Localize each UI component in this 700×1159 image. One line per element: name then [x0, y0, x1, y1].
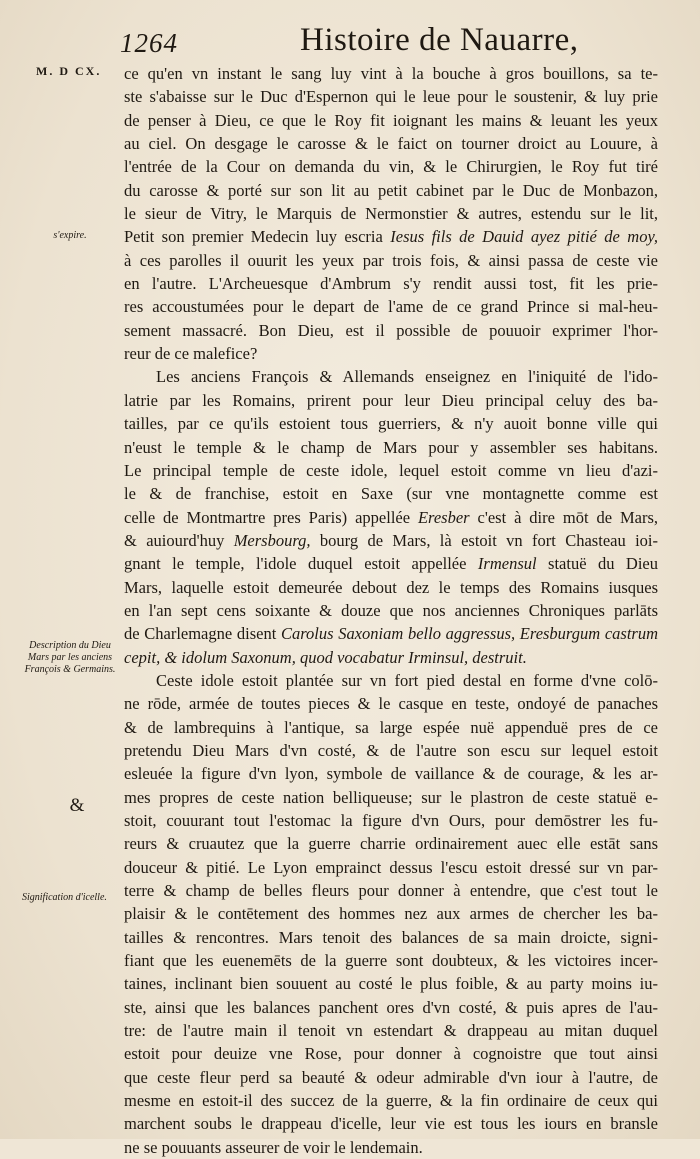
text-line-part: sement massacré. Bon Dieu, est il possible de pouuoir exprimer l'hor-: [124, 320, 658, 340]
text-line-italic: cepit, & idolum Saxonum, quod vocabatur Irminsul, destruit.: [124, 647, 527, 667]
text-line-part: du carosse & porté sur son lit au petit cabinet par le Duc de Monbazon,: [124, 180, 658, 200]
text-line: [124, 692, 658, 715]
text-line-part: res accoustumées pour le depart de l'ame de ce grand Prince si mal-heu-: [124, 297, 658, 317]
text-line-part: stoit, couurant tout l'estomac la figure d'vn Ours, pour demōstrer les fu-: [124, 811, 658, 830]
text-line-part: estoit pour deuize vne Rose, pour donner à cognoistre que tout ainsi: [124, 1044, 658, 1064]
text-line-part: Le principal temple de ceste idole, lequel estoit comme vn lieu d'azi-: [124, 460, 658, 480]
text-line: [124, 436, 658, 459]
text-line: [124, 646, 658, 669]
text-line: [124, 576, 658, 599]
text-line: [124, 786, 658, 809]
text-line: [124, 295, 658, 318]
margin-note-expire: s'expire.: [53, 230, 87, 241]
margin-note-ampersand: &: [69, 795, 85, 816]
text-line-part: tailles, par ce qu'ils estoient tous guerriers, & n'y auoit bonne ville qui: [124, 414, 658, 434]
text-line-part: mesme en estoit-il des succez de la guerre, & la fin ordinaire de ceux qui: [124, 1091, 658, 1111]
margin-date: M. D CX.: [36, 64, 102, 78]
text-line: [124, 856, 658, 879]
text-line: [124, 552, 658, 575]
text-line: [124, 132, 658, 155]
text-line: [124, 739, 658, 762]
text-line: [124, 179, 658, 202]
text-line: [124, 832, 658, 855]
text-line-part: Les anciens François & Allemands enseignez en l'iniquité de l'ido-: [156, 367, 658, 387]
text-line-part: le sieur de Vitry, le Marquis de Nermonstier & autres, estendu sur le lit,: [124, 204, 658, 224]
margin-note-signification: Signification d'icelle.: [22, 892, 107, 903]
text-line-part: reurs & cruautez que la guerre charrie ordinairement auec elle estāt sans: [124, 834, 658, 854]
text-line: [124, 365, 658, 388]
text-line-part: bourg de Mars, là estoit vn fort Chasteau ioi-: [310, 530, 658, 550]
text-line-part: de Charlemagne disent: [124, 624, 281, 644]
page-number: 1264: [120, 28, 178, 58]
text-line: [124, 342, 658, 365]
text-line-part: en l'autre. L'Archeuesque d'Ambrum s'y rendit aussi tost, fit les prie-: [124, 274, 658, 294]
text-line-part: marchent soubs le drappeau d'icelle, leur vie est tous les iours en bransle: [124, 1114, 658, 1134]
text-line: [124, 879, 658, 902]
text-line: [124, 202, 658, 225]
text-line-part: celle de Montmartre pres Paris) appellée: [124, 507, 418, 527]
margin-note-description: Description du Dieu Mars par les anciens François & Germains.: [24, 640, 116, 675]
text-line: [124, 762, 658, 785]
text-line-part: à ces parolles il ouurit les yeux par trois fois, & ainsi passa de ceste vie: [124, 250, 658, 270]
text-line: [124, 1112, 658, 1135]
text-line: [124, 669, 658, 692]
text-line: [124, 949, 658, 972]
text-line: [124, 622, 658, 645]
text-line-part: tailles & rencontres. Mars tenoit des balances de sa main droicte, signi-: [124, 927, 658, 947]
text-line-part: plaisir & le contētement des hommes nez aux armes de chercher les ba-: [124, 904, 658, 924]
text-line: [124, 599, 658, 622]
text-line: [124, 109, 658, 132]
text-line-part: au ciel. On desgage le carosse & le faict on tourner droict au Louure, à: [124, 134, 658, 154]
text-line: [124, 249, 658, 272]
text-line-part: n'eust le temple & le champ de Mars pour y assembler ses habitans.: [124, 437, 658, 457]
text-line: [124, 506, 658, 529]
text-line: [124, 155, 658, 178]
text-line: [124, 1019, 658, 1042]
text-line-part: ce qu'en vn instant le sang luy vint à la bouche à gros bouillons, sa te-: [124, 64, 658, 83]
text-line: [124, 716, 658, 739]
text-line-part: Petit son premier Medecin luy escria: [124, 227, 391, 247]
text-line-part: c'est à dire mōt de Mars,: [469, 507, 658, 527]
page-header: [120, 22, 668, 62]
text-line: [124, 389, 658, 412]
text-line-part: esleuée la figure d'vn lyon, symbole de vaillance & de courage, & les ar-: [124, 764, 658, 784]
main-text: [124, 62, 658, 1159]
text-line-part: reur de ce malefice?: [124, 344, 258, 364]
text-line-part: le & de franchise, estoit en Saxe (sur vne montagnette comme est: [124, 484, 658, 504]
text-line-part: douceur & pitié. Le Lyon emprainct dessus l'escu estoit dressé sur vn par-: [124, 857, 658, 877]
text-line-part: tre: de l'autre main il tenoit vn estendart & drappeau au mitan duquel: [124, 1021, 658, 1041]
text-line: [124, 972, 658, 995]
text-line: [124, 926, 658, 949]
text-line-italic: Irmensul: [477, 554, 537, 574]
text-line-part: ste s'abaisse sur le Duc d'Espernon qui le leue pour le soustenir, & luy prie: [124, 87, 658, 107]
running-title: Histoire de Nauarre,: [300, 22, 579, 58]
text-line-part: Mars, laquelle estoit demeurée debout dez le temps des Romains iusques: [124, 577, 658, 597]
text-line: [124, 459, 658, 482]
text-line-italic: Mersbourg,: [233, 530, 311, 550]
text-line-part: que ceste fleur perd sa beauté & odeur admirable d'vn iour à l'autre, de: [124, 1067, 658, 1087]
text-line: [124, 1042, 658, 1065]
text-line: [124, 529, 658, 552]
text-line: [124, 62, 658, 85]
text-line-part: gnant le temple, l'idole duquel estoit appellée: [124, 554, 478, 574]
text-line-part: Ceste idole estoit plantée sur vn fort pied destal en forme d'vne colō-: [156, 670, 658, 690]
text-line: [124, 319, 658, 342]
text-line-part: & de lambrequins à l'antique, sa large espée nuë appenduë pres de ce: [124, 717, 658, 737]
text-line: [124, 996, 658, 1019]
text-line-italic: Carolus Saxoniam bello aggressus, Eresburgum castrum: [280, 624, 658, 644]
text-line-part: pretendu Dieu Mars d'vn costé, & de l'autre son escu sur lequel estoit: [124, 740, 658, 760]
text-line: [124, 809, 658, 832]
text-line-part: latrie par les Romains, prirent pour leur Dieu principal celuy des ba-: [124, 390, 658, 410]
text-line: [124, 85, 658, 108]
text-line-part: l'entrée de la Cour on demanda du vin, & le Chirurgien, le Roy fut tiré: [124, 157, 658, 177]
text-line: [124, 902, 658, 925]
text-line: [124, 1089, 658, 1112]
text-line-italic: Iesus fils de Dauid ayez pitié de moy,: [390, 227, 658, 247]
text-line: [124, 1066, 658, 1089]
text-line: [124, 225, 658, 248]
text-line: [124, 482, 658, 505]
text-line-part: ne se pouuants asseurer de voir le lendemain.: [124, 1137, 423, 1157]
text-line-part: terre & champ de belles fleurs pour donner à entendre, que c'est tout le: [124, 881, 658, 901]
text-line-part: de penser à Dieu, ce que le Roy fit ioignant les mains & leuant les yeux: [124, 110, 658, 130]
text-line: [124, 412, 658, 435]
text-line-part: fiant que les euenemēts de la guerre sont doubteux, & les victoires incer-: [124, 951, 658, 971]
text-line-part: & auiourd'huy: [124, 530, 234, 550]
text-line-part: mes propres de ceste nation belliqueuse; sur le plastron de ceste statuë e-: [124, 787, 658, 807]
text-line: [124, 1136, 658, 1159]
text-line-part: ne rōde, armée de toutes pieces & le casque en teste, ondoyé de panaches: [124, 694, 658, 714]
text-line-italic: Eresber: [417, 507, 470, 527]
text-line-part: en l'an sept cens soixante & douze que nos anciennes Chroniques parlāts: [124, 600, 658, 620]
text-line: [124, 272, 658, 295]
text-line-part: statuë du Dieu: [536, 554, 658, 574]
text-line-part: taines, inclinant bien souuent au costé le plus foible, & au party moins iu-: [124, 974, 658, 994]
text-line-part: ste, ainsi que les balances panchent ores d'vn costé, & puis apres de l'au-: [124, 997, 658, 1017]
